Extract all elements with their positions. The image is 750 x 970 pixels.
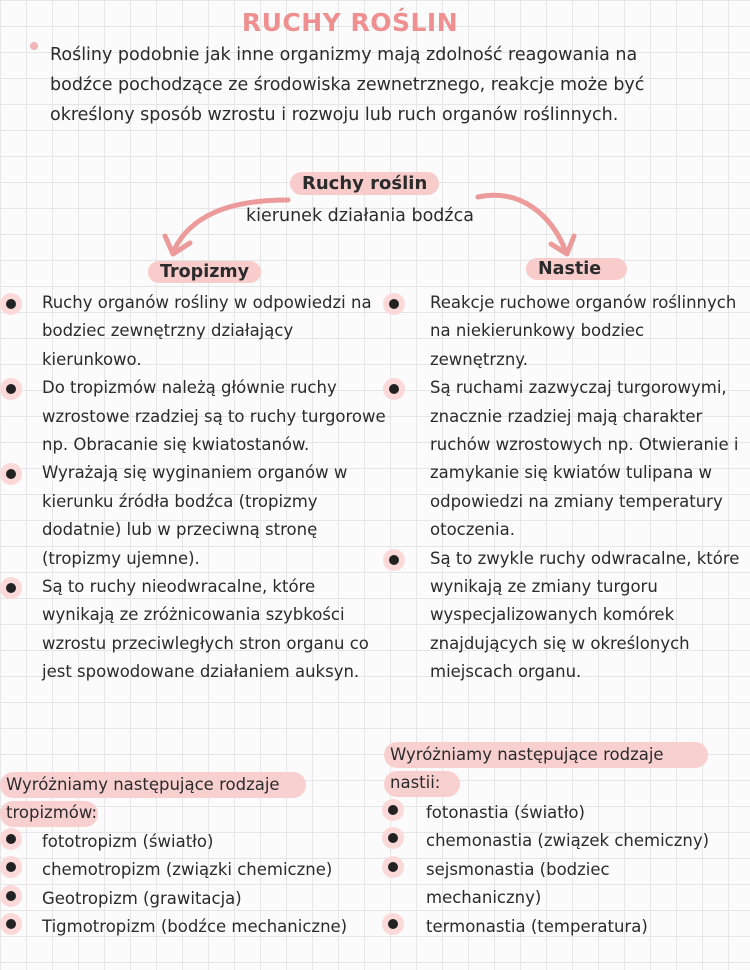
- bullet-icon: [383, 293, 405, 315]
- bullet-icon: [0, 577, 22, 599]
- list-item: Tigmotropizm (bodźce mechaniczne): [42, 913, 382, 941]
- bullet-icon: [0, 463, 22, 485]
- center-title: [290, 173, 439, 194]
- intro-bullet-icon: [30, 42, 38, 50]
- page-title: RUCHY ROŚLIN: [241, 8, 459, 37]
- bullet-icon: [0, 293, 22, 315]
- nastie-heading: [526, 259, 627, 279]
- bullet-icon: [382, 827, 404, 849]
- nastie-list: [430, 289, 745, 687]
- bullet-icon: [383, 378, 405, 400]
- center-title-text: Ruchy roślin: [290, 172, 439, 195]
- center-subtitle: kierunek działania bodźca: [246, 206, 474, 226]
- nastie-types-list: [426, 799, 746, 941]
- bullet-icon: [382, 913, 404, 935]
- nastie-types-heading: Wyróżniamy następujące rodzaje nastii:: [390, 745, 664, 793]
- list-item: Wyrażają się wyginaniem organów w kierunku źródła bodźca (tropizmy dodatnie) lub w przeciwną stronę (tropizmy ujemne).: [42, 459, 387, 573]
- intro-paragraph: Rośliny podobnie jak inne organizmy mają zdolność reagowania na bodźce pochodzące ze środowiska zewnetrznego, reakcje może być określony sposób wzrostu i rozwoju lub ruch organów roślinnych.: [50, 45, 645, 125]
- list-item: Reakcje ruchowe organów roślinnych na niekierunkowy bodziec zewnętrzny.: [430, 289, 745, 374]
- list-item: Ruchy organów rośliny w odpowiedzi na bodziec zewnętrzny działający kierunkowo.: [42, 289, 387, 374]
- bullet-icon: [382, 799, 404, 821]
- tropizmy-types-heading: Wyróżniamy następujące rodzaje tropizmów:: [6, 775, 280, 823]
- list-item: fototropizm (światło): [42, 828, 382, 856]
- tropizmy-heading: [148, 262, 261, 282]
- list-item: Są to zwykle ruchy odwracalne, które wynikają ze zmiany turgoru wyspecjalizowanych komórek znajdujących się w określonych miejscach organu.: [430, 545, 745, 687]
- list-item: termonastia (temperatura): [426, 913, 746, 941]
- tropizmy-list: [42, 289, 387, 687]
- list-item: sejsmonastia (bodziec mechaniczny): [426, 856, 656, 913]
- tropizmy-types-list: [42, 828, 382, 942]
- list-item: Są to ruchy nieodwracalne, które wynikają ze zróżnicowania szybkości wzrostu przeciwległych stron organu co jest spowodowane działaniem auksyn.: [42, 573, 387, 687]
- bullet-icon: [0, 828, 22, 850]
- list-item: chemonastia (związek chemiczny): [426, 827, 746, 855]
- list-item: Są ruchami zazwyczaj turgorowymi, znacznie rzadziej mają charakter ruchów wzrostowych np. Otwieranie i zamykanie się kwiatów tulipana w odpowiedzi na zmiany temperatury otoczenia.: [430, 374, 745, 544]
- bullet-icon: [0, 378, 22, 400]
- bullet-icon: [0, 913, 22, 935]
- nastie-heading-text: Nastie: [526, 258, 627, 280]
- list-item: fotonastia (światło): [426, 799, 746, 827]
- list-item: Geotropizm (grawitacja): [42, 885, 382, 913]
- bullet-icon: [0, 856, 22, 878]
- list-item: Do tropizmów należą głównie ruchy wzrostowe rzadziej są to ruchy turgorowe np. Obracanie się kwiatostanów.: [42, 374, 387, 459]
- tropizmy-heading-text: Tropizmy: [148, 261, 261, 283]
- bullet-icon: [382, 856, 404, 878]
- list-item: chemotropizm (związki chemiczne): [42, 856, 382, 884]
- bullet-icon: [383, 549, 405, 571]
- bullet-icon: [0, 885, 22, 907]
